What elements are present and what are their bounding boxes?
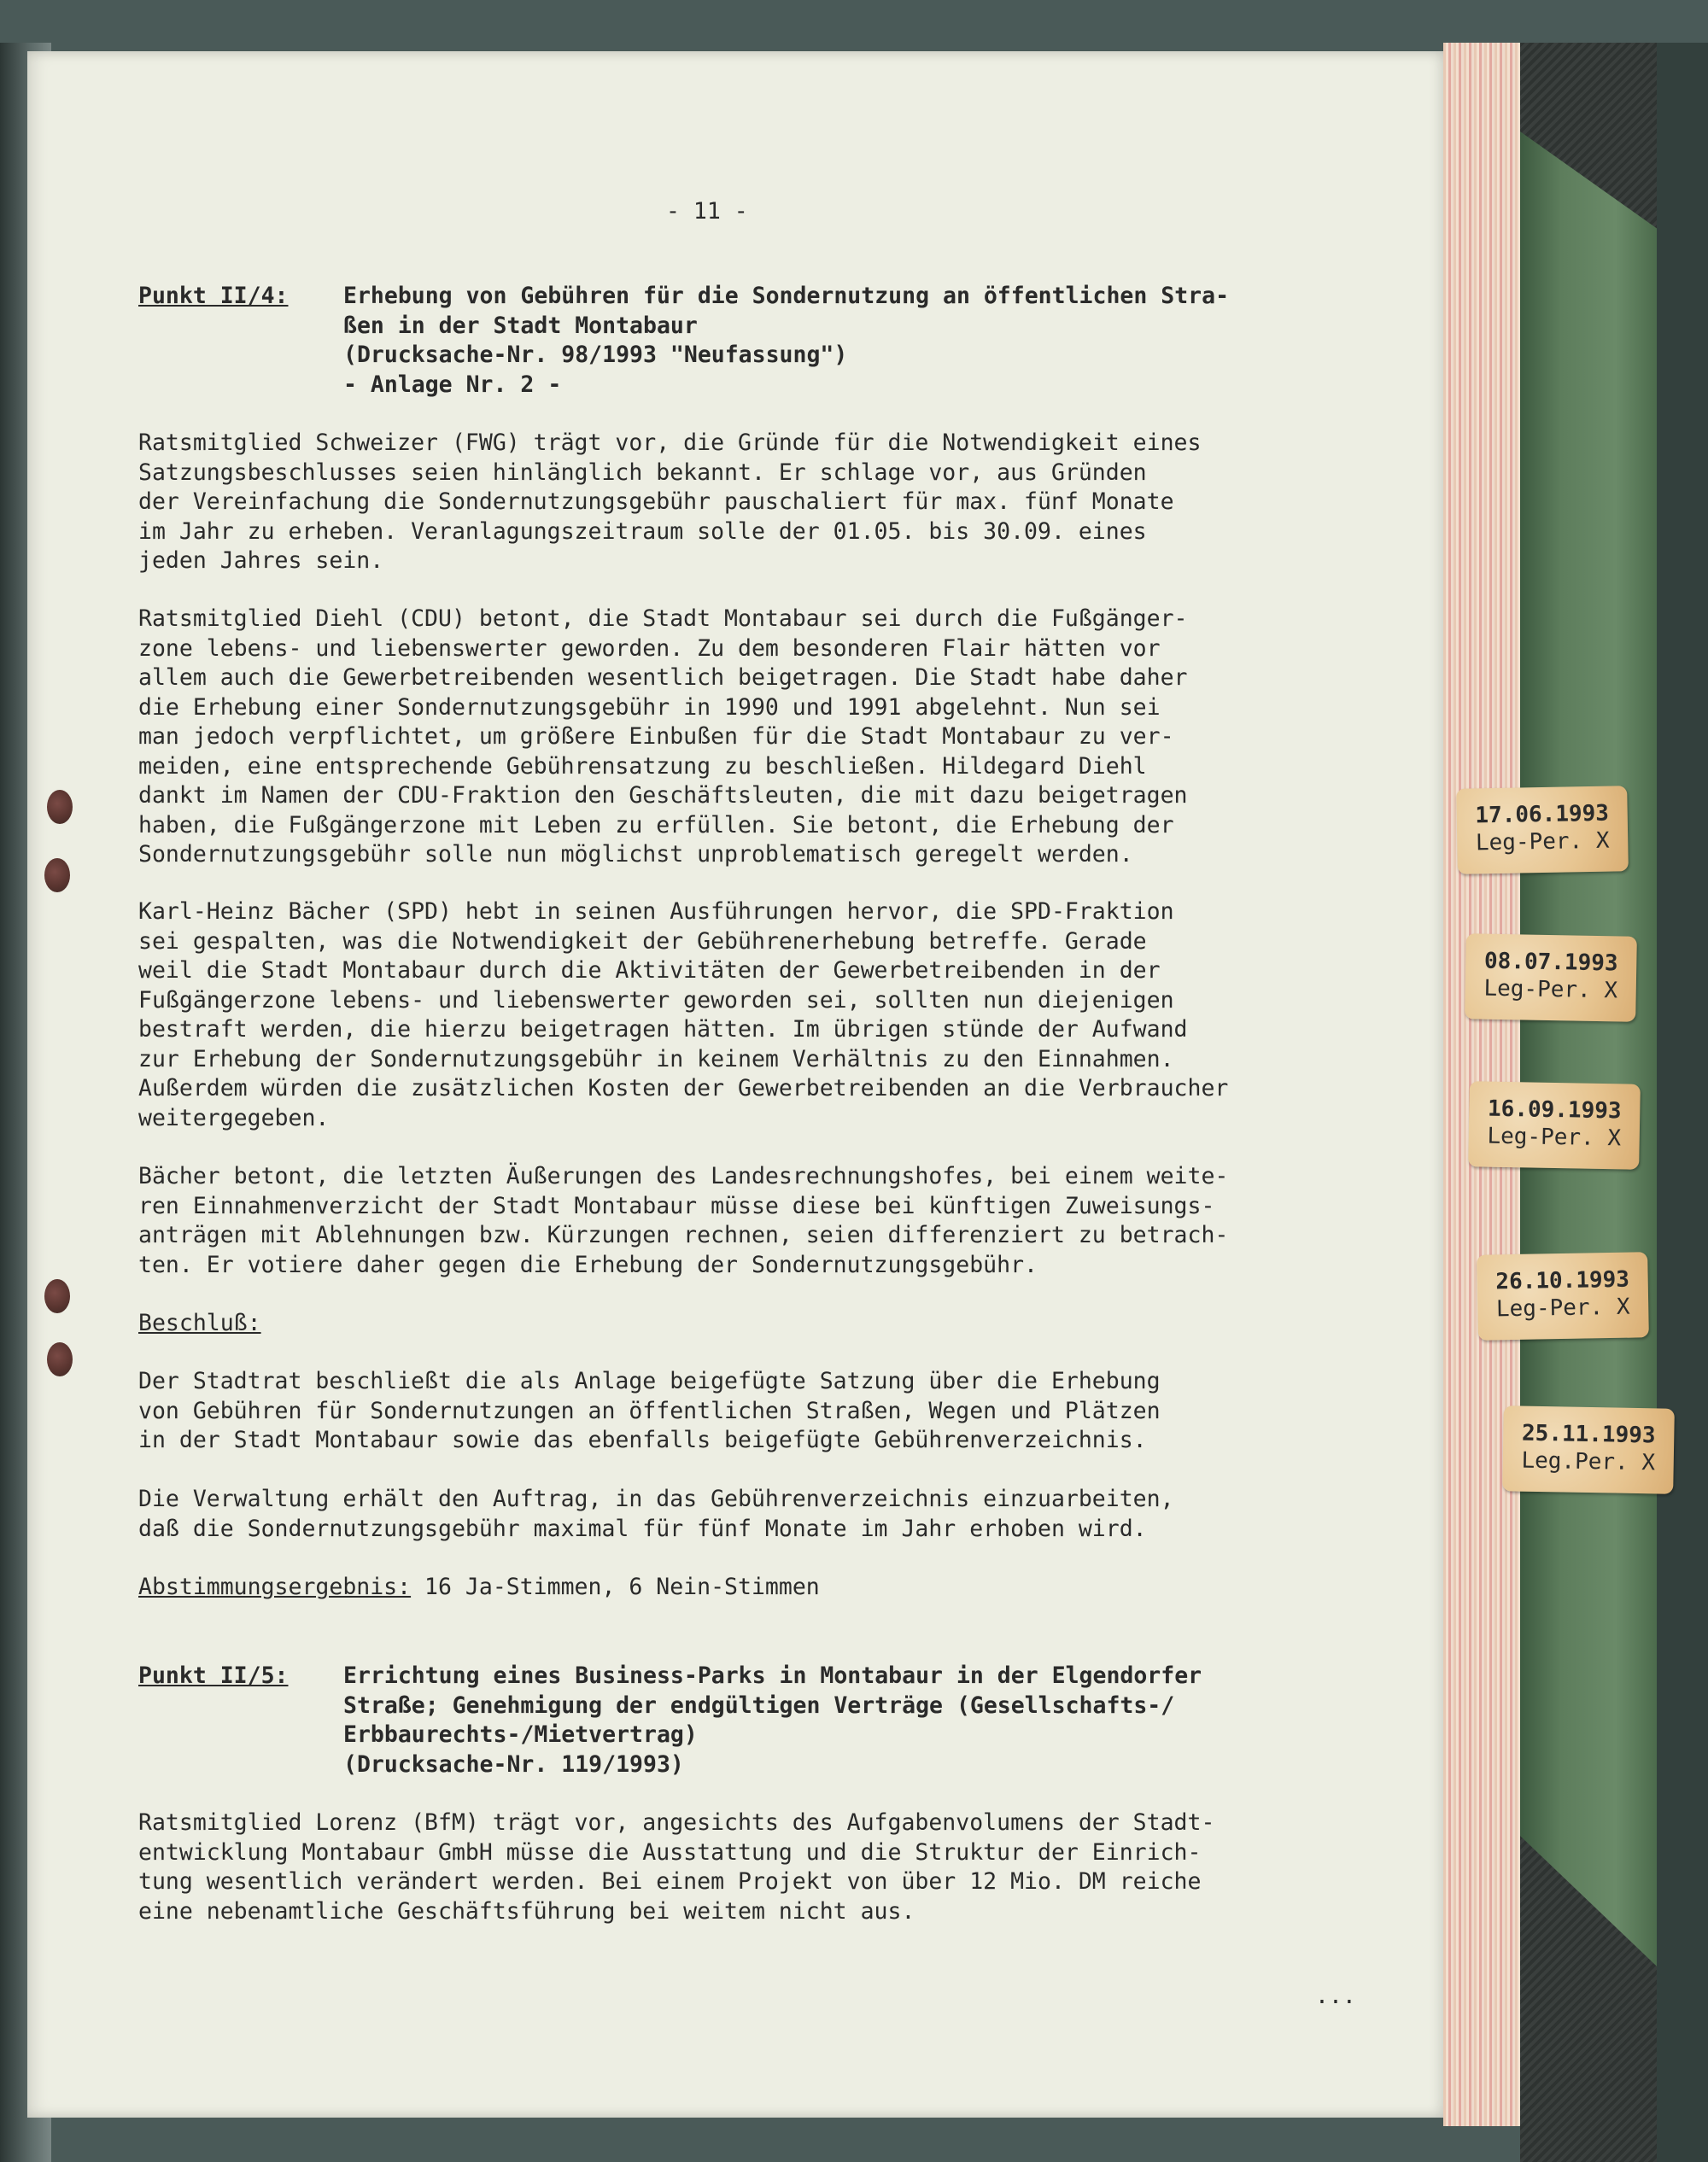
punch-hole: [44, 858, 70, 892]
paragraph: Ratsmitglied Diehl (CDU) betont, die Stadt Montabaur sei durch die Fußgänger- zone lebens- und liebenswerter geworden. Zu dem besonderen Flair hätten vor allem auch die Gewerbetreibenden wesentlich beigetragen. Die Stadt habe daher die Erhebung einer Sondernutzungsgebühr in 1990 und 1991 abgelehnt. Nun sei man jedoch verpflichtet, um größere Einbußen für die Stadt Montabaur zu ver- meiden, eine entsprechende Gebührensatzung zu beschließen. Hildegard Diehl dankt im Namen der CDU-Fraktion den Geschäftsleuten, die mit dazu beigetragen haben, die Fußgängerzone mit Leben zu erfüllen. Sie betont, die Erhebung der Sondernutzungsgebühr solle nun möglichst unproblematisch geregelt werden.: [138, 605, 1188, 868]
section-title: Errichtung eines Business-Parks in Montabaur in der Elgendorfer Straße; Genehmigung der endgültigen Verträge (Gesellschafts-/ Erbbaurechts-/Mietvertrag) (Drucksache-Nr. 119/1993): [343, 1662, 1202, 1778]
tab-label: Leg-Per. X: [1495, 1294, 1630, 1323]
paragraph: Bächer betont, die letzten Äußerungen des Landesrechnungshofes, bei einem weite- ren Einnahmenverzicht der Stadt Montabaur müsse diese bei künftigen Zuweisungs- anträgen mit Ablehnungen bzw. Kürzungen rechnen, seien differenziert zu betrach- ten. Er votiere daher gegen die Erhebung der Sondernutzungsgebühr.: [138, 1163, 1229, 1278]
tab-date: 25.11.1993: [1521, 1420, 1656, 1449]
vote-label: Abstimmungsergebnis:: [138, 1574, 412, 1600]
tab-label: Leg.Per. X: [1521, 1447, 1656, 1476]
section-label: Punkt II/4:: [138, 283, 289, 309]
paragraph: Die Verwaltung erhält den Auftrag, in das Gebührenverzeichnis einzuarbeiten, daß die Sondernutzungsgebühr maximal für fünf Monate im Jahr erhoben wird.: [138, 1486, 1174, 1542]
date-tab[interactable]: [1468, 1081, 1641, 1169]
section-label: Punkt II/5:: [138, 1662, 289, 1689]
section-title: Erhebung von Gebühren für die Sondernutzung an öffentlichen Stra- ßen in der Stadt Montabaur (Drucksache-Nr. 98/1993 "Neufassung") - Anlage Nr. 2 -: [343, 283, 1230, 398]
continuation-mark: ...: [1315, 1983, 1356, 2009]
date-tab[interactable]: [1477, 1252, 1649, 1340]
page-number: - 11 -: [666, 198, 748, 225]
binder-edge: [1657, 43, 1708, 2162]
paragraph: Der Stadtrat beschließt die als Anlage beigefügte Satzung über die Erhebung von Gebühren für Sondernutzungen an öffentlichen Straßen, Wegen und Plätzen in der Stadt Montabaur sowie das ebenfalls beigefügte Gebührenverzeichnis.: [138, 1368, 1161, 1453]
tab-label: Leg-Per. X: [1475, 827, 1610, 856]
vote-line: [138, 1573, 1317, 1603]
date-tab[interactable]: [1465, 933, 1637, 1021]
tab-date: 08.07.1993: [1483, 948, 1618, 977]
paragraph: Ratsmitglied Schweizer (FWG) trägt vor, die Gründe für die Notwendigkeit eines Satzungsbeschlusses seien hinlänglich bekannt. Er schlage vor, aus Gründen der Vereinfachung die Sondernutzungsgebühr pauschaliert für max. fünf Monate im Jahr zu erheben. Veranlagungszeitraum solle der 01.05. bis 30.09. eines jeden Jahres sein.: [138, 429, 1202, 574]
tab-label: Leg-Per. X: [1487, 1123, 1622, 1152]
punch-hole: [44, 1279, 70, 1313]
tab-date: 16.09.1993: [1487, 1096, 1622, 1125]
beschluss-label: Beschluß:: [138, 1310, 261, 1336]
date-tab[interactable]: [1502, 1405, 1675, 1493]
tab-date: 17.06.1993: [1475, 800, 1610, 829]
tab-label: Leg-Per. X: [1483, 975, 1618, 1004]
date-tab[interactable]: [1456, 786, 1629, 874]
vote-result: 16 Ja-Stimmen, 6 Nein-Stimmen: [411, 1574, 820, 1600]
punch-hole: [47, 1342, 73, 1376]
punch-hole: [47, 790, 73, 824]
tab-date: 26.10.1993: [1495, 1266, 1630, 1295]
paragraph: Ratsmitglied Lorenz (BfM) trägt vor, angesichts des Aufgabenvolumens der Stadt- entwicklung Montabaur GmbH müsse die Ausstattung und die Struktur der Einrich- tung wesentlich verändert werden. Bei einem Projekt von über 12 Mio. DM reiche eine nebenamtliche Geschäftsführung bei weitem nicht aus.: [138, 1809, 1215, 1925]
paragraph: Karl-Heinz Bächer (SPD) hebt in seinen Ausführungen hervor, die SPD-Fraktion sei gespalten, was die Notwendigkeit der Gebührenerhebung betreffe. Gerade weil die Stadt Montabaur durch die Aktivitäten der Gewerbetreibenden in der Fußgängerzone lebens- und liebenswerter geworden sei, sollten nun diejenigen bestraft werden, die hierzu beigetragen hätten. Im übrigen stünde der Aufwand zur Erhebung der Sondernutzungsgebühr in keinem Verhältnis zu den Einnahmen. Außerdem würden die zusätzlichen Kosten der Gewerbetreibenden an die Verbraucher weitergegeben.: [138, 898, 1229, 1131]
